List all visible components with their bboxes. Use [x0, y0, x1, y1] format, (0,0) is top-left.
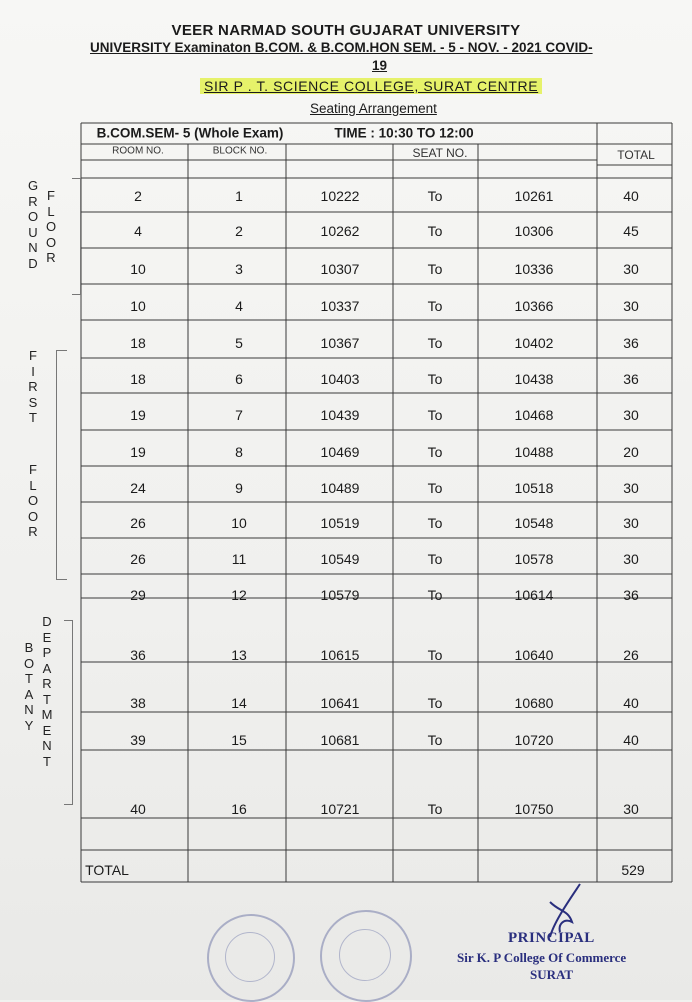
exam-time: TIME : 10:30 TO 12:00: [334, 125, 474, 141]
cell-from: 10337: [320, 298, 360, 314]
cell-to: 10640: [514, 647, 554, 663]
cell-block: 7: [235, 407, 243, 423]
cell-total: 36: [623, 335, 639, 351]
cell-to: 10614: [514, 587, 554, 603]
cell-to: 10518: [514, 480, 554, 496]
cell-to-word: To: [427, 223, 443, 239]
cell-block: 8: [235, 444, 243, 460]
header-room-no: ROOM NO.: [112, 145, 164, 157]
side-label-ground: G R O U N D: [27, 178, 39, 271]
cell-to: 10468: [514, 407, 554, 423]
cell-room: 40: [130, 801, 146, 817]
cell-from: 10489: [320, 480, 360, 496]
cell-to-word: To: [427, 188, 443, 204]
cell-room: 2: [134, 188, 142, 204]
cell-block: 16: [231, 801, 247, 817]
cell-from: 10615: [320, 647, 360, 663]
cell-to-word: To: [427, 801, 443, 817]
cell-from: 10469: [320, 444, 360, 460]
cell-block: 2: [235, 223, 243, 239]
cell-to-word: To: [427, 371, 443, 387]
cell-block: 10: [231, 515, 247, 531]
side-label-first: F I R S T: [28, 348, 38, 425]
cell-to-word: To: [427, 551, 443, 567]
cell-room: 18: [130, 335, 146, 351]
total-label: TOTAL: [85, 862, 129, 878]
cell-to: 10306: [514, 223, 554, 239]
cell-to: 10438: [514, 371, 554, 387]
cell-from: 10641: [320, 695, 360, 711]
cell-room: 10: [130, 261, 146, 277]
ground-floor-bracket: [72, 178, 81, 295]
botany-bracket: [64, 620, 73, 805]
signatory-college: Sir K. P College Of Commerce: [457, 950, 627, 965]
cell-total: 30: [623, 407, 639, 423]
cell-to-word: To: [427, 480, 443, 496]
header-total: TOTAL: [617, 148, 655, 162]
cell-from: 10439: [320, 407, 360, 423]
university-title: VEER NARMAD SOUTH GUJARAT UNIVERSITY: [171, 22, 521, 39]
cell-to: 10680: [514, 695, 554, 711]
cell-block: 3: [235, 261, 243, 277]
cell-total: 30: [623, 261, 639, 277]
cell-block: 14: [231, 695, 247, 711]
cell-room: 19: [130, 407, 146, 423]
cell-to: 10548: [514, 515, 554, 531]
cell-to-word: To: [427, 587, 443, 603]
side-label-ground-floor: F L O O R: [45, 188, 57, 265]
cell-room: 18: [130, 371, 146, 387]
cell-from: 10721: [320, 801, 360, 817]
cell-from: 10681: [320, 732, 360, 748]
cell-total: 40: [623, 732, 639, 748]
cell-from: 10403: [320, 371, 360, 387]
cell-room: 10: [130, 298, 146, 314]
cell-total: 26: [623, 647, 639, 663]
cell-total: 36: [623, 371, 639, 387]
cell-to-word: To: [427, 444, 443, 460]
cell-room: 19: [130, 444, 146, 460]
cell-to-word: To: [427, 732, 443, 748]
round-stamp-college: [320, 910, 412, 1002]
cell-to-word: To: [427, 298, 443, 314]
cell-block: 6: [235, 371, 243, 387]
cell-to: 10488: [514, 444, 554, 460]
header-block-no: BLOCK NO.: [212, 145, 268, 157]
document-subtitle: Seating Arrangement: [310, 101, 437, 116]
cell-block: 15: [231, 732, 247, 748]
cell-to-word: To: [427, 261, 443, 277]
cell-total: 30: [623, 298, 639, 314]
cell-total: 45: [623, 223, 639, 239]
cell-to: 10578: [514, 551, 554, 567]
cell-total: 20: [623, 444, 639, 460]
cell-room: 29: [130, 587, 146, 603]
cell-to: 10366: [514, 298, 554, 314]
side-label-first-floor: F L O O R: [27, 462, 39, 539]
centre-name: SIR P . T. SCIENCE COLLEGE, SURAT CENTRE: [200, 78, 542, 94]
cell-block: 12: [231, 587, 247, 603]
cell-block: 4: [235, 298, 243, 314]
side-label-botany: B O T A N Y: [23, 640, 35, 733]
cell-block: 11: [231, 551, 247, 567]
cell-block: 9: [235, 480, 243, 496]
cell-total: 40: [623, 695, 639, 711]
cell-total: 30: [623, 551, 639, 567]
cell-total: 30: [623, 801, 639, 817]
cell-from: 10579: [320, 587, 360, 603]
cell-to-word: To: [427, 335, 443, 351]
cell-to-word: To: [427, 695, 443, 711]
cell-to-word: To: [427, 647, 443, 663]
cell-from: 10222: [320, 188, 360, 204]
cell-room: 38: [130, 695, 146, 711]
cell-block: 5: [235, 335, 243, 351]
header-seat-no: SEAT NO.: [412, 146, 468, 160]
grand-total: 529: [621, 862, 645, 878]
cell-block: 1: [235, 188, 243, 204]
cell-total: 30: [623, 515, 639, 531]
cell-to: 10402: [514, 335, 554, 351]
cell-to-word: To: [427, 407, 443, 423]
side-label-department: D E P A R T M E N T: [41, 614, 53, 769]
cell-total: 36: [623, 587, 639, 603]
cell-room: 39: [130, 732, 146, 748]
round-stamp-left: [207, 914, 295, 1002]
cell-from: 10367: [320, 335, 360, 351]
cell-to: 10261: [514, 188, 554, 204]
cell-from: 10519: [320, 515, 360, 531]
cell-room: 36: [130, 647, 146, 663]
cell-to: 10750: [514, 801, 554, 817]
first-floor-bracket: [56, 350, 67, 580]
cell-total: 30: [623, 480, 639, 496]
exam-title-continued: 19: [372, 58, 388, 73]
course-name: B.COM.SEM- 5 (Whole Exam): [96, 125, 284, 141]
cell-block: 13: [231, 647, 247, 663]
cell-from: 10262: [320, 223, 360, 239]
cell-room: 26: [130, 551, 146, 567]
cell-room: 24: [130, 480, 146, 496]
cell-to: 10720: [514, 732, 554, 748]
cell-from: 10549: [320, 551, 360, 567]
cell-room: 26: [130, 515, 146, 531]
cell-total: 40: [623, 188, 639, 204]
cell-to: 10336: [514, 261, 554, 277]
signatory-title: PRINCIPAL: [508, 930, 595, 946]
cell-from: 10307: [320, 261, 360, 277]
signatory-city: SURAT: [530, 967, 574, 982]
exam-title: UNIVERSITY Examinaton B.COM. & B.COM.HON SEM. - 5 - NOV. - 2021 COVID-: [90, 40, 593, 55]
cell-to-word: To: [427, 515, 443, 531]
cell-room: 4: [134, 223, 142, 239]
